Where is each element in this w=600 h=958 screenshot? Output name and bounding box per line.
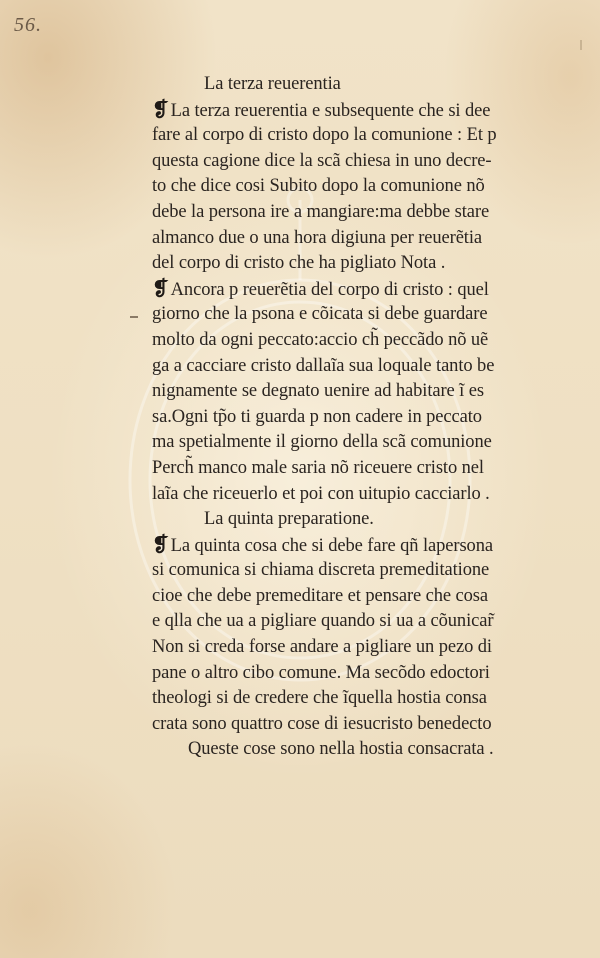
text-line-content: debe la persona ire a mangiare:ma debbe stare: [152, 201, 490, 222]
text-line: [152, 686, 562, 712]
section-heading: [152, 507, 562, 533]
text-line-content: Non si creda forse andare a pigliare un pezo di: [152, 637, 492, 658]
text-line: [152, 584, 562, 610]
pilcrow-icon: ❡: [152, 533, 169, 556]
text-line-content: fare al corpo di cristo dopo la comunione : Et p: [152, 125, 497, 146]
text-line-content: Queste cose sono nella hostia consacrata .: [188, 739, 494, 760]
text-line: [152, 558, 562, 584]
margin-mark: [130, 316, 138, 318]
text-line: [152, 482, 562, 508]
text-line-content: Ancora p reuerẽtia del corpo di cristo : quel: [170, 279, 489, 300]
text-line: [152, 379, 562, 405]
text-line: [152, 98, 562, 124]
text-line: [152, 533, 562, 559]
text-line: [152, 609, 562, 635]
text-line: [152, 737, 562, 763]
text-line: [152, 302, 562, 328]
text-line-content: laĩa che riceuerlo et poi con uitupio cacciarlo .: [152, 483, 490, 504]
page-number: 56.: [14, 14, 42, 36]
text-line: [152, 430, 562, 456]
text-line-content: Perch̃ manco male saria nõ riceuere cristo nel: [152, 457, 484, 478]
text-line: [152, 174, 562, 200]
text-line-content: nignamente se degnato uenire ad habitare ĩ es: [152, 381, 484, 402]
text-column: [152, 72, 562, 763]
text-line: [152, 354, 562, 380]
pilcrow-icon: ❡: [152, 277, 169, 300]
text-line-content: to che dice cosi Subito dopo la comunione nõ: [152, 176, 485, 197]
text-line: [152, 405, 562, 431]
text-line-content: ma spetialmente il giorno della scã comunione: [152, 432, 492, 453]
text-line-content: La terza reuerentia: [204, 74, 341, 94]
text-line-content: sa.Ogni tp̃o ti guarda p non cadere in peccato: [152, 406, 482, 427]
text-line-content: molto da ogni peccato:accio ch̃ peccãdo nõ uẽ: [152, 329, 489, 350]
text-line: [152, 277, 562, 303]
paper-mark: [580, 40, 582, 50]
text-line: [152, 226, 562, 252]
text-line-content: theologi si de credere che ĩquella hostia consa: [152, 688, 487, 709]
text-line-content: questa cagione dice la scã chiesa in uno decre-: [152, 150, 492, 171]
text-line: [152, 661, 562, 687]
text-line: [152, 200, 562, 226]
text-line-content: giorno che la psona e cõicata si debe guardare: [152, 304, 488, 325]
text-line-content: cioe che debe premeditare et pensare che cosa: [152, 585, 489, 606]
text-line: [152, 635, 562, 661]
text-line-content: La terza reuerentia e subsequente che si dee: [170, 100, 491, 121]
text-line-content: almanco due o una hora digiuna per reuerẽtia: [152, 227, 482, 248]
text-line: [152, 123, 562, 149]
text-line-content: crata sono quattro cose di iesucristo benedecto: [152, 713, 492, 734]
text-line: [152, 328, 562, 354]
text-line-content: La quinta preparatione.: [204, 509, 374, 530]
section-heading: [152, 72, 562, 98]
pilcrow-icon: ❡: [152, 98, 169, 121]
text-line: [152, 149, 562, 175]
text-line-content: ga a cacciare cristo dallaĩa sua loquale tanto be: [152, 355, 495, 376]
text-line-content: pane o altro cibo comune. Ma secõdo edoctori: [152, 662, 490, 683]
text-line-content: La quinta cosa che si debe fare qñ lapersona: [170, 535, 493, 556]
text-line-content: si comunica si chiama discreta premeditatione: [152, 560, 490, 581]
text-line: [152, 712, 562, 738]
text-line-content: del corpo di cristo che ha pigliato Nota .: [152, 253, 446, 274]
text-line: [152, 456, 562, 482]
text-line-content: e qlla che ua a pigliare quando si ua a cõunicar̃: [152, 611, 494, 632]
text-line: [152, 251, 562, 277]
